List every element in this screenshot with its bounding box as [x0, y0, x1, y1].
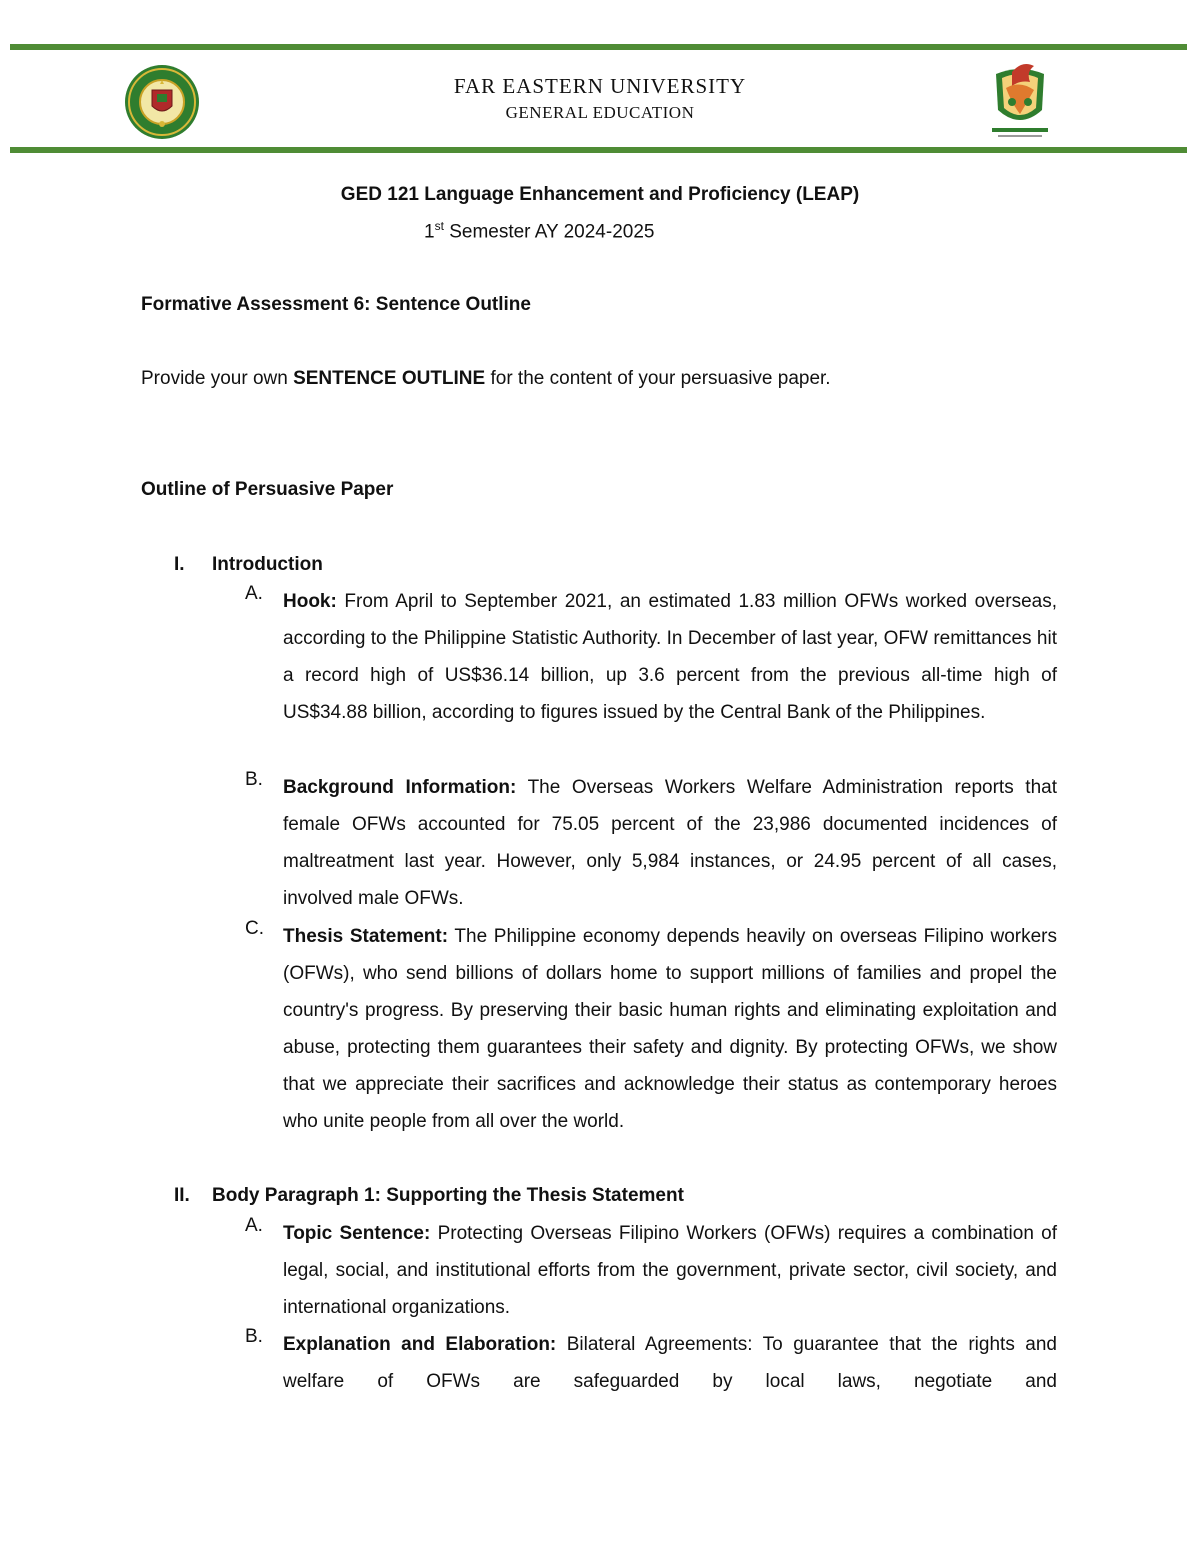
outline-section-heading [174, 1185, 684, 1207]
outline-item [245, 1326, 1057, 1400]
semester-line [424, 219, 654, 243]
item-letter: A. [245, 1215, 263, 1236]
item-label: Background Information: [283, 777, 517, 798]
item-text [283, 1326, 1057, 1400]
item-letter: C. [245, 918, 264, 939]
section-heading-text: Introduction [212, 554, 323, 575]
section-numeral: I. [174, 554, 185, 575]
department-name: GENERAL EDUCATION [505, 103, 695, 122]
item-text [283, 583, 1057, 731]
general-education-crest-icon [982, 58, 1058, 144]
instruction-pre: Provide your own [141, 368, 294, 389]
outline-section-heading [174, 554, 323, 576]
semester-superscript: st [434, 219, 444, 233]
assessment-title: Formative Assessment 6: Sentence Outline [141, 294, 531, 315]
item-letter: B. [245, 1326, 263, 1347]
item-body: Protecting Overseas Filipino Workers (OFWs) requires a combination of legal, social, and institutional efforts from the government, private sector, civil society, and international organizations. [283, 1223, 1057, 1319]
section-numeral: II. [174, 1185, 190, 1206]
item-body: The Philippine economy depends heavily on overseas Filipino workers (OFWs), who send billions of dollars home to support millions of families and propel the country's progress. By preserving their basic human rights and eliminating exploitation and abuse, protecting them guarantees their safety and dignity. By protecting OFWs, we show that we appreciate their sacrifices and acknowledge their status as contemporary heroes who unite people from all over the world. [283, 926, 1058, 1133]
course-title: GED 121 Language Enhancement and Proficiency (LEAP) [340, 184, 860, 205]
semester-text: Semester AY 2024-2025 [443, 221, 655, 243]
item-text [283, 918, 1057, 1141]
item-label: Thesis Statement: [283, 926, 449, 947]
item-label: Explanation and Elaboration: [283, 1334, 557, 1355]
item-label: Topic Sentence: [283, 1223, 431, 1244]
item-text [283, 769, 1057, 917]
instruction-post: for the content of your persuasive paper. [485, 368, 831, 389]
university-name: FAR EASTERN UNIVERSITY [453, 74, 747, 98]
header-bottom-rule [10, 147, 1187, 153]
item-letter: A. [245, 583, 263, 604]
item-label: Hook: [283, 591, 337, 612]
instruction-bold: SENTENCE OUTLINE [293, 368, 486, 389]
section-heading-text: Body Paragraph 1: Supporting the Thesis Statement [212, 1185, 684, 1206]
item-text [283, 1215, 1057, 1326]
item-body: The Overseas Workers Welfare Administration reports that female OFWs accounted for 75.05 percent of the 23,986 documented incidences of maltreatment last year. However, only 5,984 instances, or 24.95 percent of all cases, involved male OFWs. [283, 777, 1057, 910]
assessment-instruction [141, 368, 831, 390]
item-letter: B. [245, 769, 263, 790]
outline-item [245, 769, 1057, 917]
item-body: Bilateral Agreements: To guarantee that the rights and welfare of OFWs are safeguarded by local laws, negotiate and [283, 1334, 1057, 1393]
semester-number: 1 [424, 221, 435, 243]
outline-item [245, 1215, 1057, 1326]
outline-title: Outline of Persuasive Paper [141, 479, 394, 500]
header-top-rule [10, 44, 1187, 50]
outline-item [245, 583, 1057, 731]
item-body: From April to September 2021, an estimated 1.83 million OFWs worked overseas, according to the Philippine Statistic Authority. In December of last year, OFW remittances hit a record high of US$36.14 billion, up 3.6 percent from the previous all-time high of US$34.88 billion, according to figures issued by the Central Bank of the Philippines. [283, 591, 1057, 724]
outline-item [245, 918, 1057, 1141]
